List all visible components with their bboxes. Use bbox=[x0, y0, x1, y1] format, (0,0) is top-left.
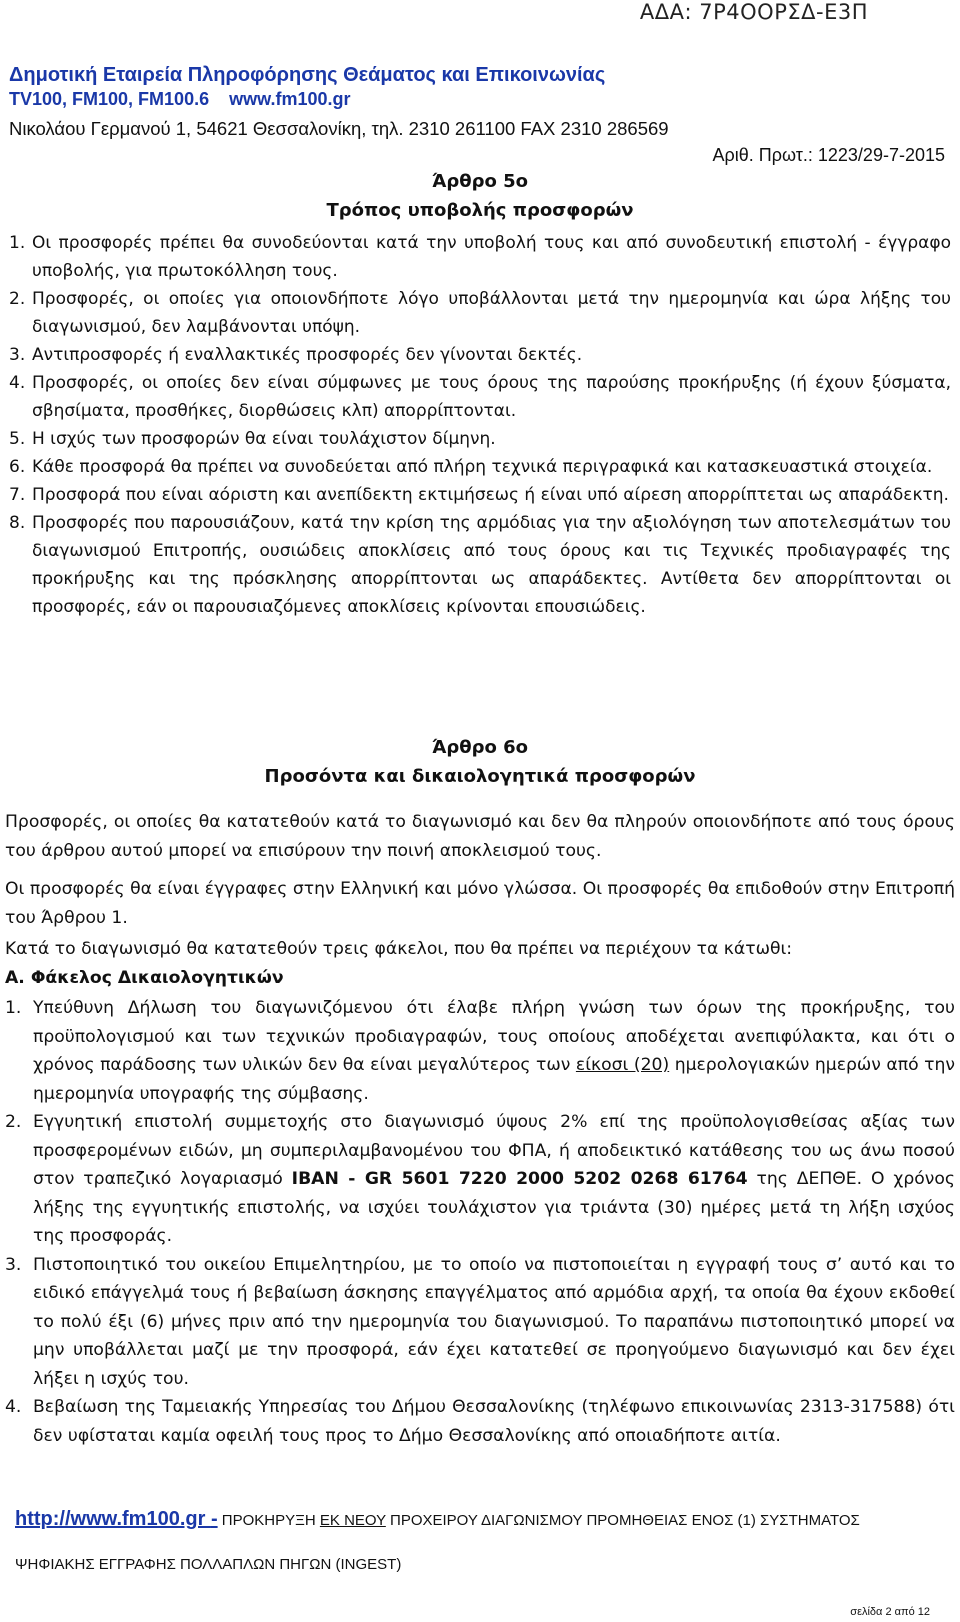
list-item: 7. Προσφορά που είναι αόριστη και ανεπίδεκτη εκτιμήσεως ή είναι υπό αίρεση απορρίπτεται ως απαράδεκτη. bbox=[9, 485, 949, 505]
list-item: 5. Η ισχύς των προσφορών θα είναι τουλάχιστον δίμηνη. bbox=[9, 429, 496, 449]
list-item: 3. Αντιπροσφορές ή εναλλακτικές προσφορές δεν γίνονται δεκτές. bbox=[9, 345, 583, 365]
organization-name: Δημοτική Εταιρεία Πληροφόρησης Θεάματος και Επικοινωνίας bbox=[9, 64, 606, 86]
footer-website-link[interactable]: http://www.fm100.gr bbox=[15, 1508, 211, 1530]
list-item: 3. Πιστοποιητικό του οικείου Επιμελητηρίου, με το οποίο να πιστοποιείται η εγγραφή τους σ’ αυτό και το ειδικό επάγγελμά τους ή βεβαίωση άσκησης επαγγέλματος από αρμόδια αρχή, τα οποία θα έχουν εκδοθεί το πολύ έξι (6) μήνες πριν από την ημερομηνία του διαγωνισμού. Το παραπάνω πιστοποιητικό μπορεί να μην υποβάλλεται μαζί με την προσφορά, εάν έχει κατατεθεί σε προηγούμενο διαγωνισμό και δεν έχει λήξει η ισχύς του. bbox=[5, 1254, 955, 1389]
list-item: 1. Οι προσφορές πρέπει θα συνοδεύονται κατά την υποβολή τους και από συνοδευτική επιστολή - έγγραφο υποβολής, για πρωτοκόλληση τους. bbox=[9, 233, 951, 281]
list-item: 6. Κάθε προσφορά θα πρέπει να συνοδεύεται από πλήρη τεχνικά περιγραφικά και κατασκευαστικά στοιχεία. bbox=[9, 457, 933, 477]
protocol-number: Αριθ. Πρωτ.: 1223/29-7-2015 bbox=[712, 145, 945, 165]
article6-subtitle: Προσόντα και δικαιολογητικά προσφορών bbox=[264, 766, 696, 787]
footer-dash: - bbox=[210, 1508, 218, 1530]
ada-code: ΑΔΑ: 7Ρ4ΟΟΡΣΔ-Ε3Π bbox=[639, 0, 868, 24]
article6-paragraph-1: Προσφορές, οι οποίες θα κατατεθούν κατά το διαγωνισμό και δεν θα πληρούν οποιονδήποτε από τους όρους του άρθρου αυτού μπορεί να επισύρουν την ποινή αποκλεισμού τους. bbox=[5, 812, 955, 861]
list-item: 1. Υπεύθυνη Δήλωση του διαγωνιζόμενου ότι έλαβε πλήρη γνώση των όρων της προκήρυξης, του προϋπολογισμού και των τεχνικών προδιαγραφών, τους οποίους αποδέχεται ανεπιφύλακτα, και ότι ο χρόνος παράδοσης των υλικών δεν θα είναι μεγαλύτερος των είκοσι (20) ημερολογιακών ημερών από την ημερομηνία υπογραφής της σύμβασης. bbox=[5, 998, 955, 1104]
page-number: σελίδα 2 από 12 bbox=[850, 1606, 930, 1618]
list-item: 8. Προσφορές που παρουσιάζουν, κατά την κρίση της αρμόδιας για την αξιολόγηση των αποτελεσμάτων του διαγωνισμού Επιτροπής, ουσιώδεις αποκλίσεις από τους όρους και τις Τεχνικές προδιαγραφές της προκήρυξης και της πρόσκλησης απορρίπτονται ως απαράδεκτες. Αντίθετα δεν απορρίπτονται οι προσφορές, εάν οι παρουσιαζόμενες αποκλίσεις κρίνονται επουσιώδεις. bbox=[9, 513, 951, 617]
stations-line bbox=[9, 89, 350, 110]
address: Νικολάου Γερμανού 1, 54621 Θεσσαλονίκη, τηλ. 2310 261100 FAX 2310 286569 bbox=[9, 118, 669, 139]
article5-subtitle: Τρόπος υποβολής προσφορών bbox=[326, 200, 634, 221]
list-item: 4. Βεβαίωση της Ταμειακής Υπηρεσίας του Δήμου Θεσσαλονίκης (τηλέφωνο επικοινωνίας 2313-317588) ότι δεν υφίσταται καμία οφειλή τους προς το Δήμο Θεσσαλονίκης από οποιαδήποτε αιτία. bbox=[5, 1397, 955, 1446]
list-item: 2. Προσφορές, οι οποίες για οποιονδήποτε λόγο υποβάλλονται μετά την ημερομηνία και ώρα λήξης του διαγωνισμού, δεν λαμβάνονται υπόψη. bbox=[9, 289, 951, 337]
stations: TV100, FM100, FM100.6 bbox=[9, 89, 210, 109]
article6-paragraph-2: Οι προσφορές θα είναι έγγραφες στην Ελληνική και μόνο γλώσσα. Οι προσφορές θα επιδοθούν στην Επιτροπή του Άρθρου 1. bbox=[5, 879, 955, 928]
list-item: 4. Προσφορές, οι οποίες δεν είναι σύμφωνες με τους όρους της παρούσης προκήρυξης (ή έχουν ξύσματα, σβησίματα, προσθήκες, διορθώσεις κλπ) απορρίπτονται. bbox=[9, 373, 951, 421]
section-a-list bbox=[5, 994, 955, 1450]
website-link[interactable]: www.fm100.gr bbox=[229, 89, 351, 109]
list-item: 2. Εγγυητική επιστολή συμμετοχής στο διαγωνισμό ύψους 2% επί της προϋπολογισθείσας αξίας των προσφερομένων ειδών, μη συμπεριλαμβανομένου του ΦΠΑ, ή αποδεικτικό κατάθεσης του ως άνω ποσού στον τραπεζικό λογαριασμό IBAN - GR 5601 7220 2000 5202 0268 61764 της ΔΕΠΘΕ. Ο χρόνος λήξης της εγγυητικής επιστολής, να ισχύει τουλάχιστον για τριάντα (30) ημέρες μετά τη λήξη ισχύος της προσφοράς. bbox=[5, 1112, 955, 1246]
article5-title: Άρθρο 5ο bbox=[431, 171, 528, 192]
article6-paragraph-3: Κατά το διαγωνισμό θα κατατεθούν τρεις φάκελοι, που θα πρέπει να περιέχουν τα κάτωθι: bbox=[5, 939, 793, 959]
footer-line-2: ΨΗΦΙΑΚΗΣ ΕΓΓΡΑΦΗΣ ΠΟΛΛΑΠΛΩΝ ΠΗΓΩΝ (INGEST) bbox=[15, 1556, 402, 1573]
footer-line-1: http://www.fm100.gr - ΠΡΟΚΗΡΥΞΗ ΕΚ ΝΕΟΥ ΠΡΟΧΕΙΡΟΥ ΔΙΑΓΩΝΙΣΜΟΥ ΠΡΟΜΗΘΕΙΑΣ ΕΝΟΣ (1) ΣΥΣΤΗΜΑΤΟΣ bbox=[15, 1508, 860, 1530]
section-a-heading: Α. Φάκελος Δικαιολογητικών bbox=[5, 968, 284, 988]
article6-title: Άρθρο 6ο bbox=[431, 737, 528, 758]
iban: IBAN - GR 5601 7220 2000 5202 0268 61764 bbox=[291, 1169, 748, 1189]
article5-list bbox=[9, 229, 951, 621]
